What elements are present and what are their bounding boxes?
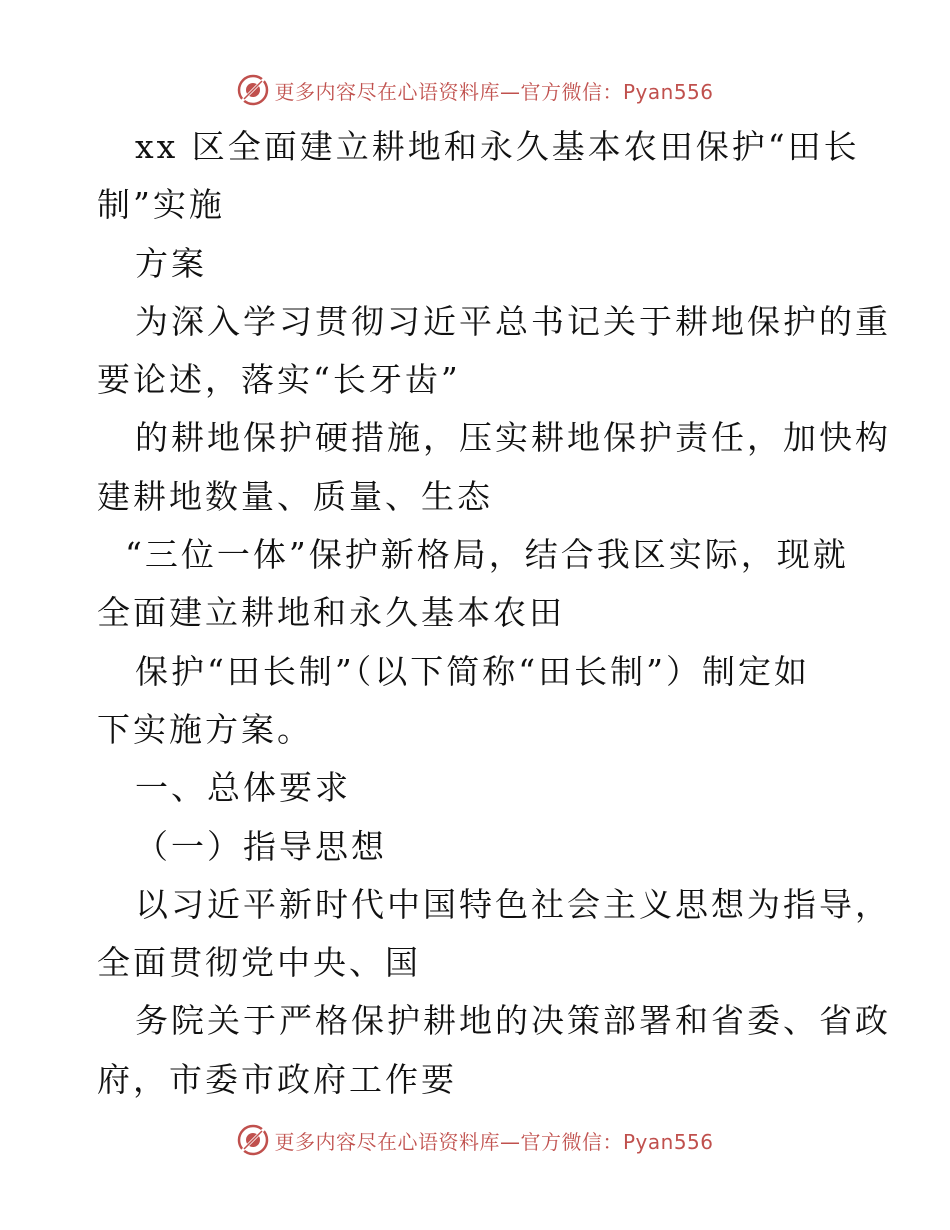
- footer-banner: [0, 1120, 950, 1160]
- doc-line: 为深入学习贯彻习近平总书记关于耕地保护的重: [135, 301, 891, 341]
- doc-line: 保护“田长制”（以下简称“田长制”）制定如: [135, 651, 810, 691]
- header-banner: [0, 70, 950, 110]
- banner-handle: Pyan556: [622, 1129, 714, 1154]
- doc-line: （一）指导思想: [135, 826, 387, 866]
- logo-icon: [236, 73, 270, 107]
- doc-line: 全面贯彻党中央、国: [97, 943, 421, 983]
- document-body: [97, 118, 891, 1109]
- doc-line: “三位一体”保护新格局，结合我区实际，现就: [125, 535, 849, 575]
- doc-line: 的耕地保护硬措施，压实耕地保护责任，加快构: [135, 418, 891, 458]
- doc-line: 务院关于严格保护耕地的决策部署和省委、省政: [135, 1001, 891, 1041]
- doc-line: 要论述，落实“长牙齿”: [97, 360, 461, 400]
- doc-line: 全面建立耕地和永久基本农田: [97, 593, 565, 633]
- banner-text: 更多内容尽在心语资料库—官方微信：Pyan556: [274, 79, 714, 104]
- doc-line: 建耕地数量、质量、生态: [97, 476, 493, 516]
- doc-line: 府，市委市政府工作要: [97, 1059, 457, 1099]
- doc-line: xx 区全面建立耕地和永久基本农田保护“田长: [135, 127, 860, 166]
- doc-line: 一、总体要求: [135, 768, 351, 808]
- logo-icon: [236, 1123, 270, 1157]
- doc-line: 以习近平新时代中国特色社会主义思想为指导，: [135, 884, 891, 924]
- doc-line: 下实施方案。: [97, 709, 313, 749]
- banner-text: 更多内容尽在心语资料库—官方微信：Pyan556: [274, 1129, 714, 1154]
- doc-line: 制”实施: [97, 185, 225, 225]
- banner-handle: Pyan556: [622, 79, 714, 104]
- doc-line: 方案: [135, 243, 207, 283]
